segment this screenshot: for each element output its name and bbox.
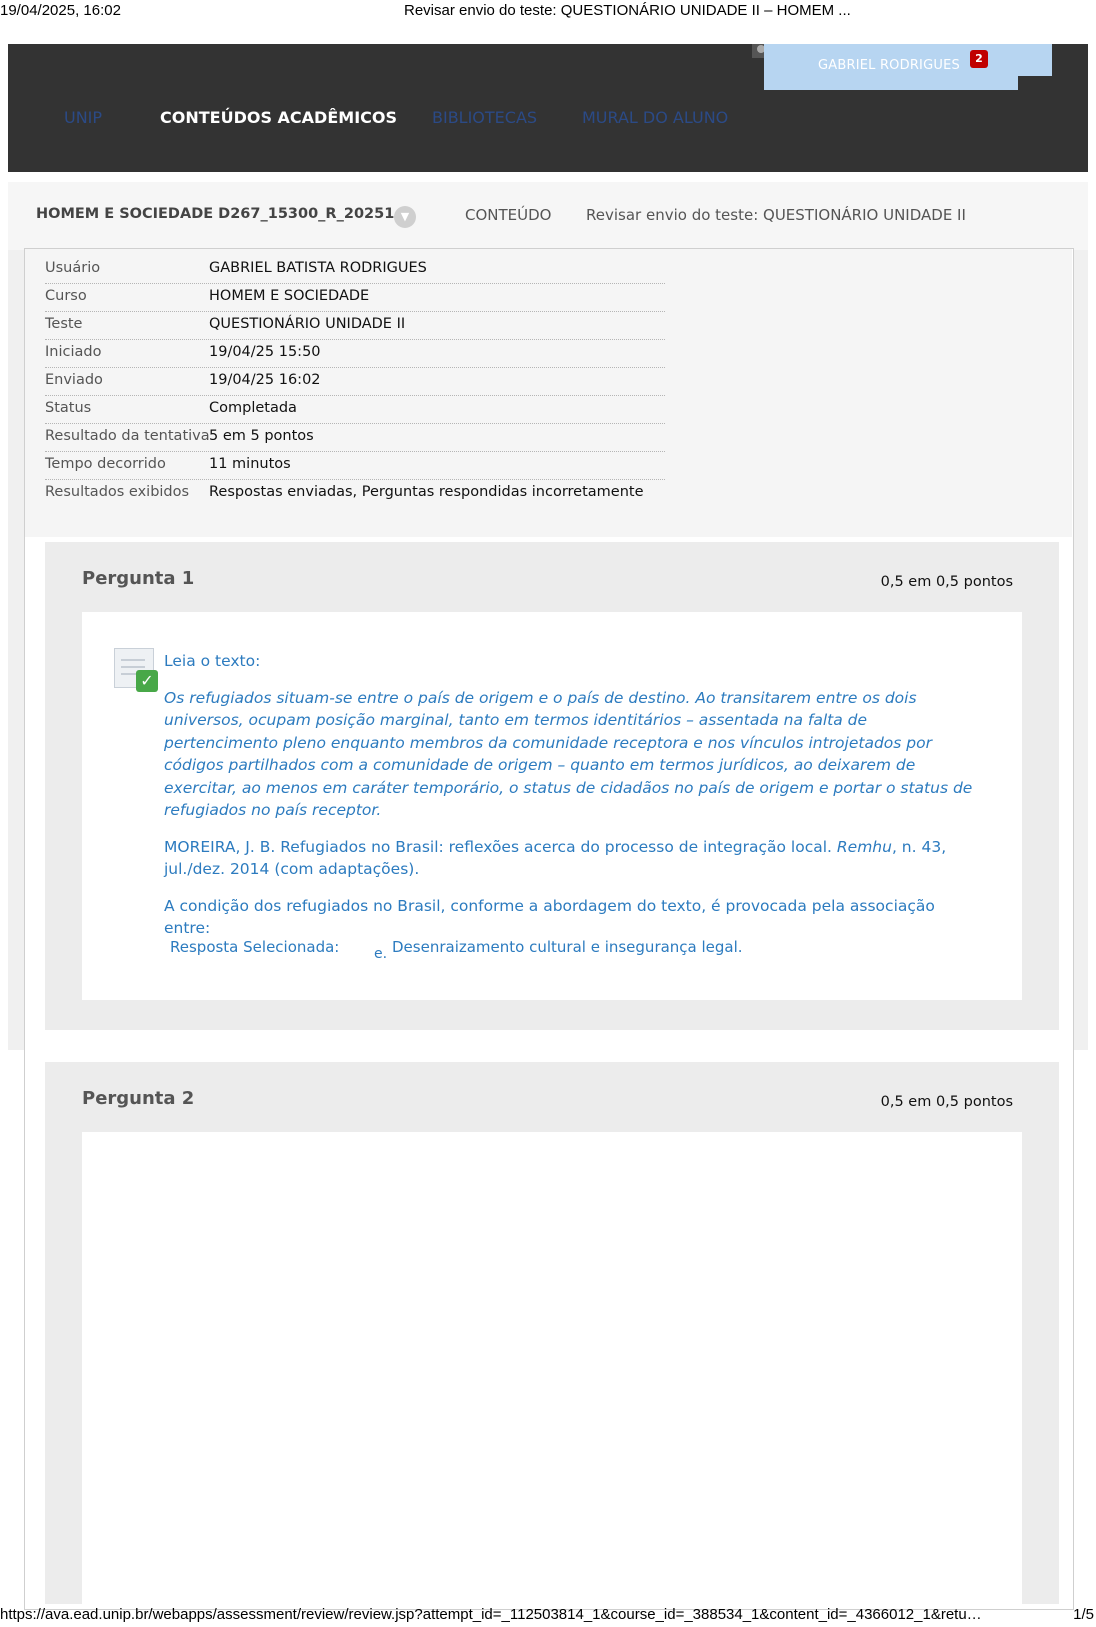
print-page-number: 1/5: [1073, 1606, 1094, 1623]
question-title: Pergunta 2: [82, 1088, 195, 1109]
summary-row: [45, 423, 665, 452]
nav-tab-bibliotecas[interactable]: BIBLIOTECAS: [432, 108, 538, 127]
summary-value: 19/04/25 16:02: [209, 372, 321, 388]
side-shade-left: [8, 250, 24, 1050]
checkmark-icon: ✓: [136, 670, 158, 692]
summary-key: Iniciado: [45, 344, 102, 360]
question-reference: [164, 836, 984, 881]
chevron-down-icon[interactable]: ▼: [394, 206, 416, 228]
question-prompt: A condição dos refugiados no Brasil, conforme a abordagem do texto, é provocada pela associação entre:: [164, 896, 935, 937]
summary-row: [45, 283, 665, 312]
question-points: 0,5 em 0,5 pontos: [880, 574, 1013, 590]
question-block: [45, 542, 1059, 1030]
summary-key: Resultados exibidos: [45, 484, 190, 500]
reference-text: MOREIRA, J. B. Refugiados no Brasil: reflexões acerca do processo de integração local.: [164, 837, 832, 856]
user-menu-button[interactable]: [764, 44, 1018, 90]
summary-value: Completada: [209, 400, 297, 416]
question-title: Pergunta 1: [82, 568, 195, 589]
print-header: [0, 0, 1096, 24]
summary-value: HOMEM E SOCIEDADE: [209, 288, 370, 304]
summary-value: 11 minutos: [209, 456, 291, 472]
summary-row: [45, 479, 665, 507]
selected-answer-label: Resposta Selecionada:: [170, 938, 340, 956]
print-date: 19/04/2025, 16:02: [0, 2, 121, 19]
summary-key: Enviado: [45, 372, 103, 388]
summary-row: [45, 451, 665, 480]
summary-value: QUESTIONÁRIO UNIDADE II: [209, 316, 406, 332]
summary-key: Resultado da tentativa: [45, 428, 210, 444]
selected-answer-letter: e.: [374, 946, 388, 962]
selected-answer-text: Desenraizamento cultural e insegurança legal.: [392, 938, 743, 956]
summary-row: [45, 311, 665, 340]
print-footer: [0, 1604, 1096, 1626]
summary-row: [45, 339, 665, 368]
nav-tab-unip[interactable]: UNIP: [64, 108, 103, 127]
summary-value: 19/04/25 15:50: [209, 344, 321, 360]
question-block: [45, 1062, 1059, 1604]
summary-key: Tempo decorrido: [45, 456, 166, 472]
summary-value: 5 em 5 pontos: [209, 428, 314, 444]
print-title: Revisar envio do teste: QUESTIONÁRIO UNIDADE II – HOMEM ...: [404, 2, 851, 19]
summary-row: [45, 367, 665, 396]
breadcrumb: [8, 182, 1088, 250]
summary-value: Respostas enviadas, Perguntas respondidas incorretamente: [209, 484, 644, 500]
question-card: [82, 612, 1022, 1000]
notification-badge[interactable]: 2: [970, 50, 988, 68]
summary-key: Usuário: [45, 260, 101, 276]
top-navigation-bar: [8, 44, 1088, 172]
summary-key: Status: [45, 400, 92, 416]
reference-details: , n. 43, jul./dez. 2014 (com adaptações).: [164, 837, 947, 878]
summary-key: Teste: [45, 316, 83, 332]
breadcrumb-section[interactable]: CONTEÚDO: [465, 206, 552, 224]
question-quote: Os refugiados situam-se entre o país de origem e o país de destino. Ao transitarem entre os dois universos, ocupam posição marginal, tanto em termos identitários – assentada na falta de pertencimento pleno enquanto membros da comunidade receptora e nos vínculos introjetados por códigos partilhados com a comunidade de origem – quanto em termos jurídicos, ao deixarem de exercitar, ao menos em caráter temporário, o status de cidadãos no país de origem e portar o status de refugiados no país receptor.: [164, 688, 973, 819]
breadcrumb-course[interactable]: HOMEM E SOCIEDADE D267_15300_R_20251: [36, 206, 395, 222]
summary-key: Curso: [45, 288, 87, 304]
correct-answer-icon: [114, 648, 158, 692]
question-card: [82, 1132, 1022, 1604]
reference-journal: Remhu: [836, 837, 892, 856]
question-points: 0,5 em 0,5 pontos: [880, 1094, 1013, 1110]
attempt-summary: [25, 249, 1072, 537]
summary-value: GABRIEL BATISTA RODRIGUES: [209, 260, 427, 276]
summary-row: [45, 255, 665, 284]
nav-tab-mural-do-aluno[interactable]: MURAL DO ALUNO: [582, 108, 729, 127]
user-name: GABRIEL RODRIGUES: [818, 58, 960, 73]
summary-row: [45, 395, 665, 424]
breadcrumb-current: Revisar envio do teste: QUESTIONÁRIO UNIDADE II: [586, 206, 966, 224]
question-intro: Leia o texto:: [164, 652, 261, 670]
question-text: [164, 650, 984, 954]
side-shade-right: [1072, 250, 1088, 1050]
nav-tab-conteudos-academicos[interactable]: CONTEÚDOS ACADÊMICOS: [160, 108, 398, 127]
print-url: https://ava.ead.unip.br/webapps/assessment/review/review.jsp?attempt_id=_112503814_1&course_id=_388534_1&content_id=_4366012_1&retu…: [0, 1606, 982, 1623]
